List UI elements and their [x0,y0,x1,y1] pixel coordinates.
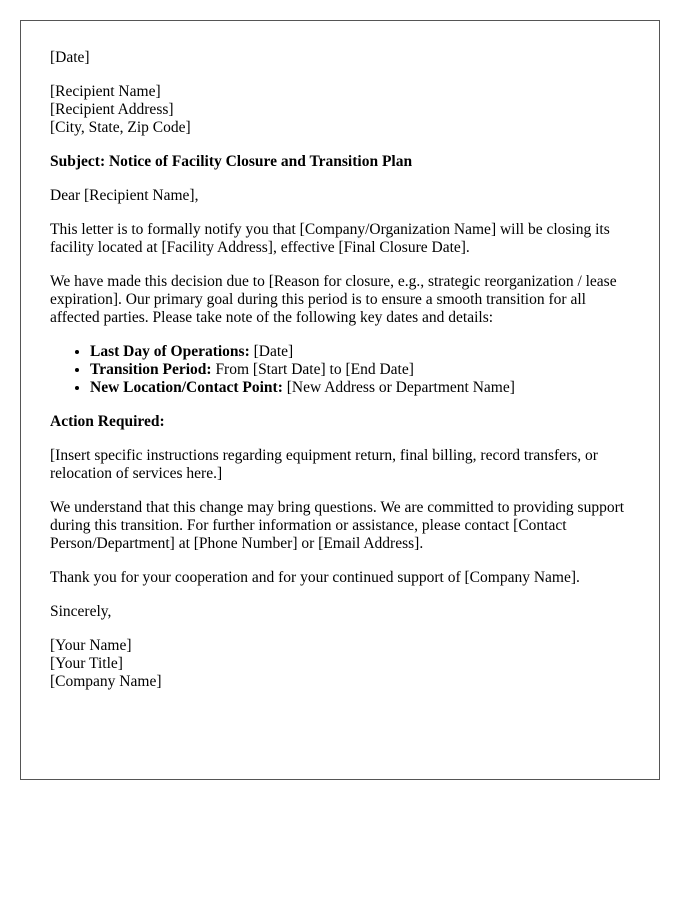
list-item [90,361,636,379]
detail-value: [Date] [249,343,294,360]
letter-page [20,20,660,780]
detail-label: Last Day of Operations: [90,343,250,360]
letter-date: [Date] [50,49,90,66]
recipient-block [50,83,636,137]
recipient-city-state-zip: [City, State, Zip Code] [50,119,191,136]
recipient-address: [Recipient Address] [50,101,174,118]
paragraph-reason: We have made this decision due to [Reason for closure, e.g., strategic reorganization / lease expiration]. Our primary goal during this period is to ensure a smooth transition for all affected parties. Please take note of the following key dates and details: [50,273,617,326]
key-details-list [50,343,636,397]
detail-label: Transition Period: [90,361,212,378]
signature-company: [Company Name] [50,673,162,690]
paragraph-support: We understand that this change may bring questions. We are committed to providing support during this transition. For further information or assistance, please contact [Contact Person/Department] at [Phone Number] or [Email Address]. [50,499,625,552]
action-required-text: [Insert specific instructions regarding equipment return, final billing, record transfers, or relocation of services here.] [50,447,598,482]
signature-name: [Your Name] [50,637,132,654]
signature-title: [Your Title] [50,655,123,672]
detail-label: New Location/Contact Point: [90,379,283,396]
list-item [90,343,636,361]
paragraph-thanks: Thank you for your cooperation and for your continued support of [Company Name]. [50,569,580,586]
action-required-heading: Action Required: [50,413,165,430]
detail-value: From [Start Date] to [End Date] [211,361,414,378]
list-item [90,379,636,397]
letter-subject: Subject: Notice of Facility Closure and Transition Plan [50,153,413,170]
letter-body [50,49,636,707]
signature-block [50,637,636,691]
paragraph-closure-notice: This letter is to formally notify you that [Company/Organization Name] will be closing its facility located at [Facility Address], effective [Final Closure Date]. [50,221,610,256]
recipient-name: [Recipient Name] [50,83,161,100]
closing: Sincerely, [50,603,112,620]
detail-value: [New Address or Department Name] [282,379,515,396]
salutation: Dear [Recipient Name], [50,187,199,204]
